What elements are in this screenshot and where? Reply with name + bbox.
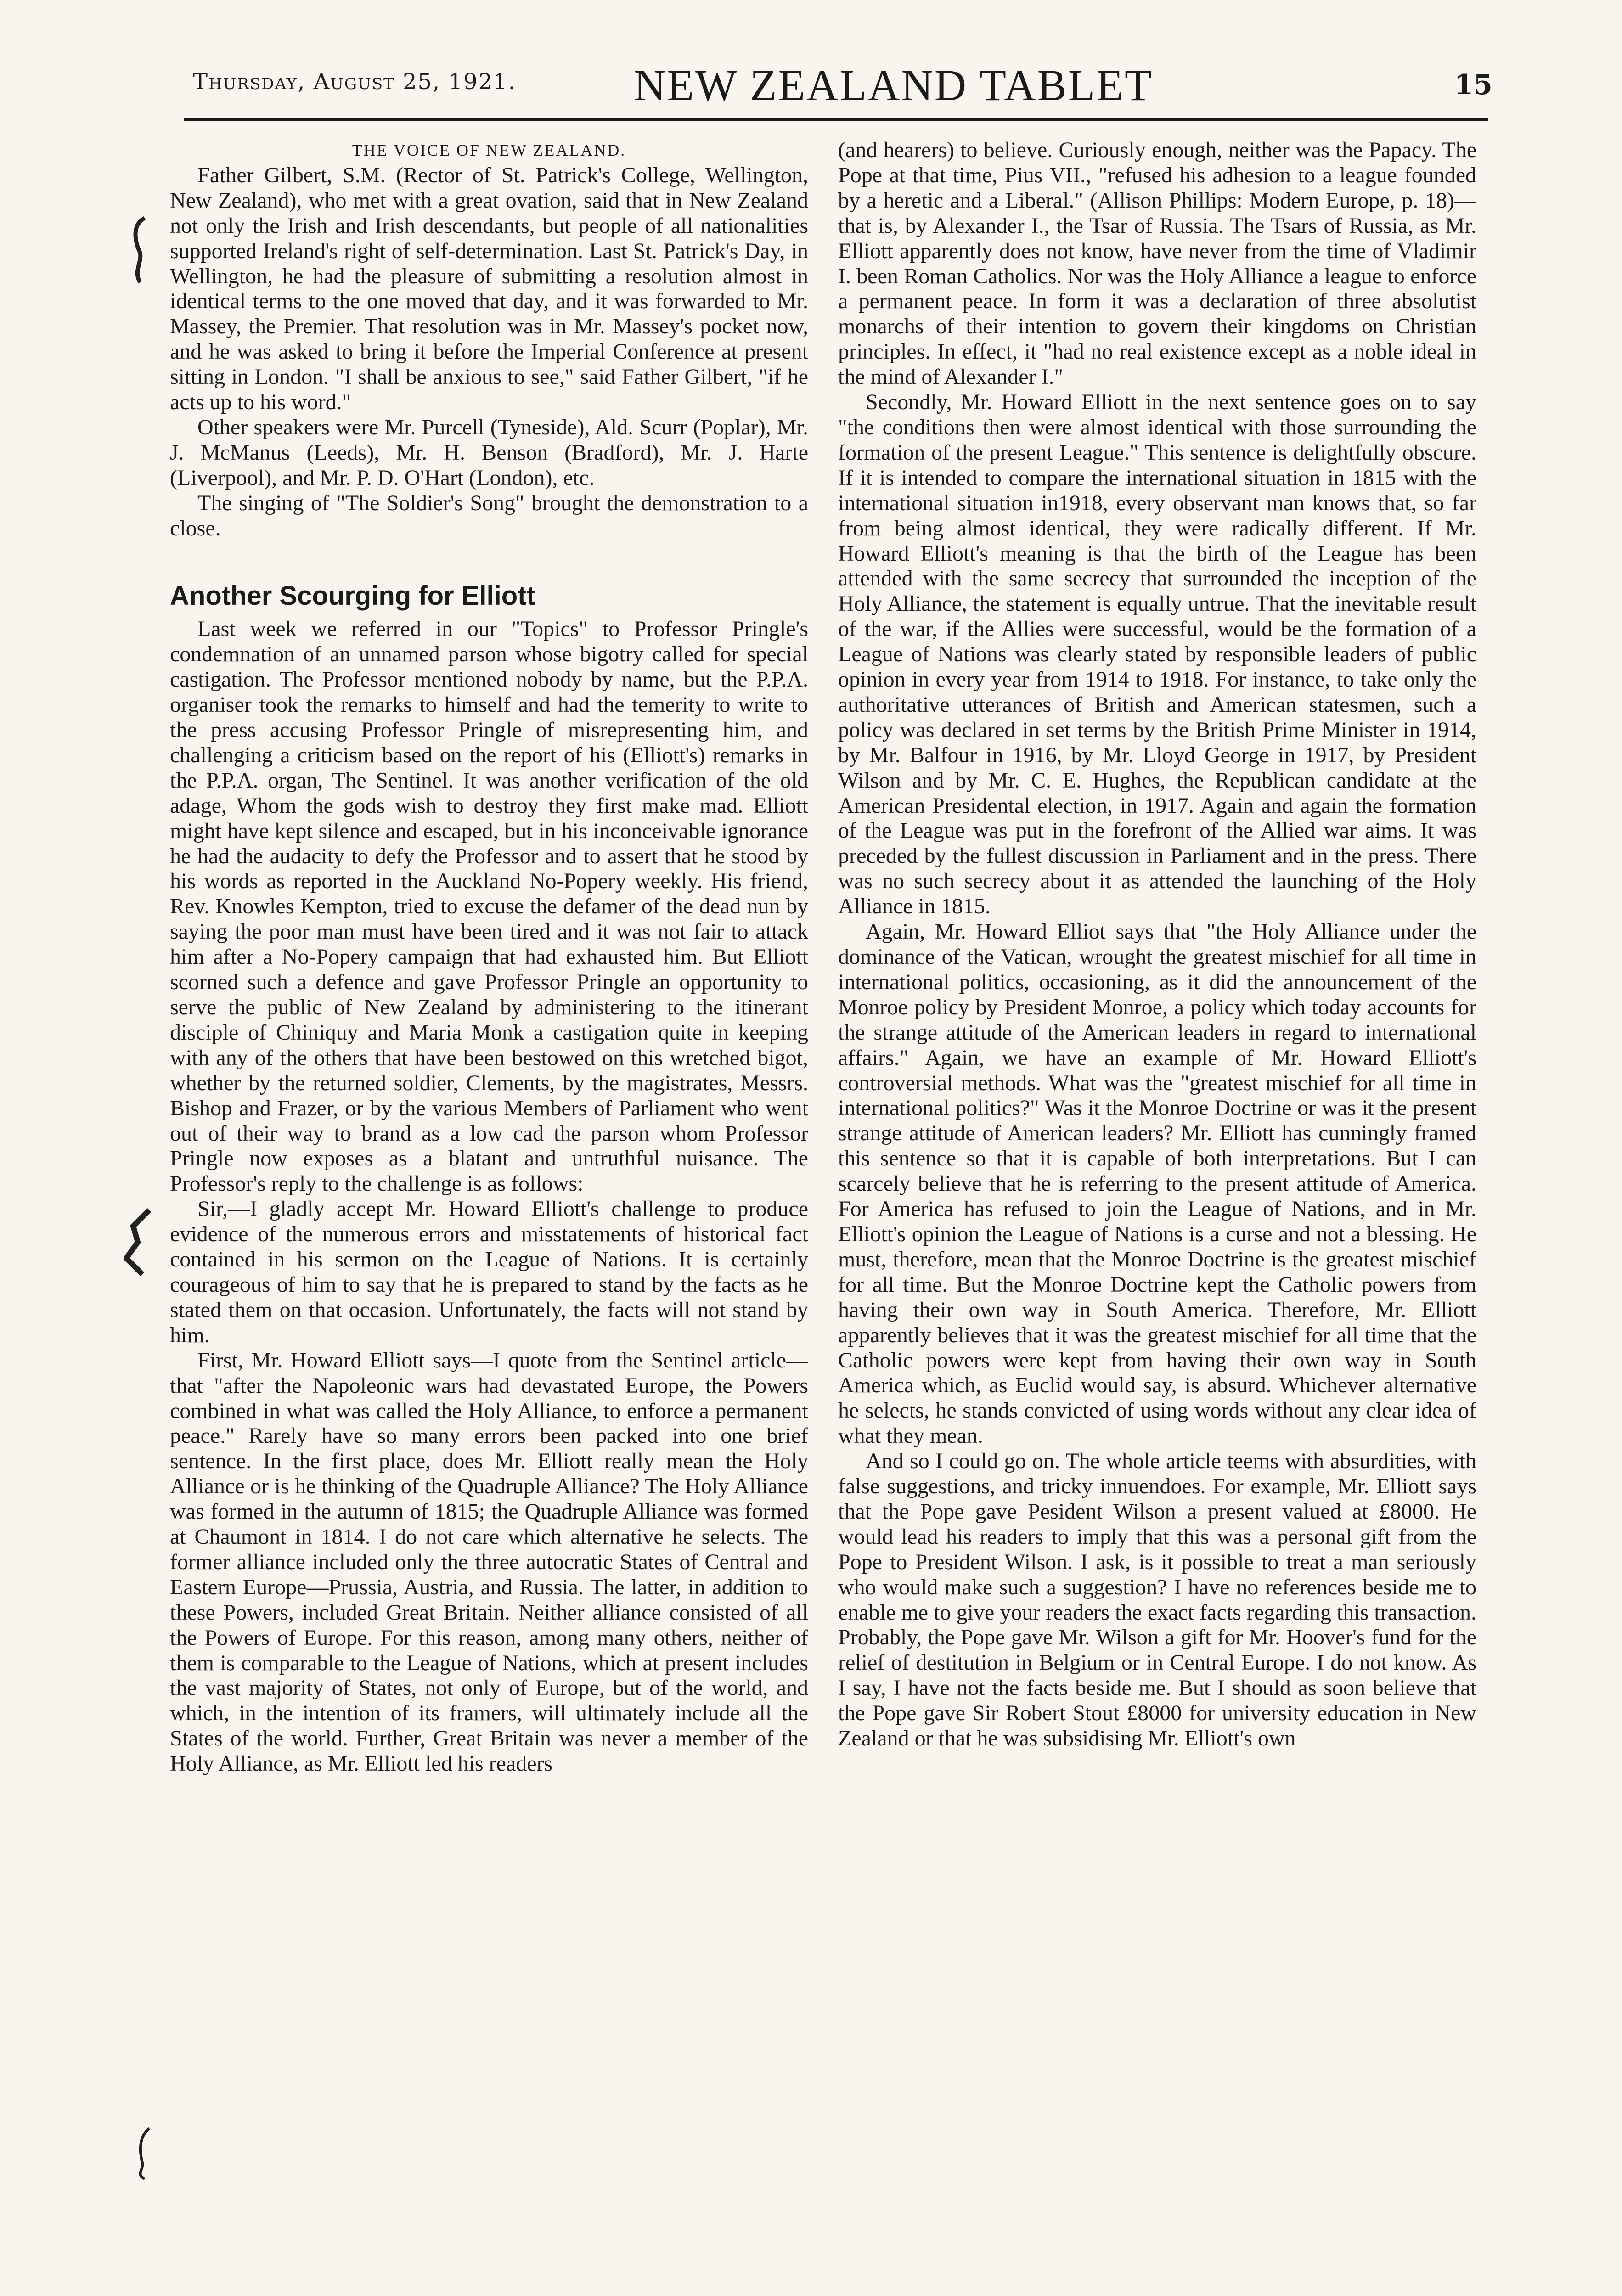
paragraph: Last week we referred in our "Topics" to Professor Pringle's condemnation of an unnamed parson whose bigotry called for special castigation. The Professor mentioned nobody by name, but the P.P.A. organiser took the remarks to himself and had the temerity to write to the press accusing Professor Pringle of misrepresenting him, and challenging a criticism based on the report of his (Elliott's) remarks in the P.P.A. organ, The Sentinel. It was another verification of the old adage, Whom the gods wish to destroy they first make mad. Elliott might have kept silence and escaped, but in his inconceivable ignorance he had the audacity to defy the Professor and to assert that he stood by his words as reported in the Auckland No-Popery weekly. His friend, Rev. Knowles Kempton, tried to excuse the defamer of the dead nun by saying the poor man must have been tired and it was not fair to attack him after a No-Popery campaign that had exhausted him. But Elliott scorned such a defence and gave Professor Pringle an opportunity to serve the public of New Zealand by administering to the itinerant disciple of Chiniquy and Maria Monk a castigation quite in keeping with any of the others that have been bestowed on this wretched bigot, whether by the returned soldier, Clements, by the magistrates, Messrs. Bishop and Frazer, or by the various Members of Parliament who went out of their way to brand as a low cad the parson whom Professor Pringle now exposes as a blatant and untruthful nuisance. The Professor's reply to the challenge is as follows: [170, 617, 808, 1196]
right-column [838, 138, 1476, 2296]
page-number: 15 [1454, 69, 1492, 101]
margin-mark-icon [124, 1208, 156, 1277]
publication-title: NEW ZEALAND TABLET [634, 61, 1153, 110]
paragraph: And so I could go on. The whole article teems with absurdities, with false suggestions, and tricky innuendoes. For example, Mr. Elliott says that the Pope gave Pesident Wilson a present valued at £8000. He would lead his readers to imply that this was a personal gift from the Pope to President Wilson. I ask, is it possible to treat a man seriously who would make such a suggestion? I have no references beside me to enable me to give your readers the exact facts regarding this transaction. Probably, the Pope gave Mr. Wilson a gift for Mr. Hoover's fund for the relief of destitution in Belgium or in Central Europe. I do not know. As I say, I have not the facts beside me. But I should as soon believe that the Pope gave Sir Robert Stout £8000 for university education in New Zealand or that he was subsidising Mr. Elliott's own [838, 1449, 1476, 1751]
paragraph: First, Mr. Howard Elliott says—I quote from the Sentinel article—that "after the Napoleonic wars had devastated Europe, the Powers combined in what was called the Holy Alliance, to enforce a permanent peace." Rarely have so many errors been packed into one brief sentence. In the first place, does Mr. Elliott really mean the Holy Alliance or is he thinking of the Quadruple Alliance? The Holy Alliance was formed in the autumn of 1815; the Quadruple Alliance was formed at Chaumont in 1814. I do not care which alternative he selects. The former alliance included only the three autocratic States of Central and Eastern Europe—Prussia, Austria, and Russia. The latter, in addition to these Powers, included Great Britain. Neither alliance consisted of all the Powers of Europe. For this reason, among many others, neither of them is comparable to the League of Nations, which at present includes the vast majority of States, not only of Europe, but of the world, and which, in the intention of its framers, will ultimately include all the States of the world. Further, Great Britain was never a member of the Holy Alliance, as Mr. Elliott led his readers [170, 1348, 808, 1776]
paragraph: Father Gilbert, S.M. (Rector of St. Patrick's College, Wellington, New Zealand), who met with a great ovation, said that in New Zealand not only the Irish and Irish descendants, but people of all nationalities supported Ireland's right of self-determination. Last St. Patrick's Day, in Wellington, he had the pleasure of submitting a resolution almost in identical terms to the one moved that day, and it was forwarded to Mr. Massey, the Premier. That resolution was in Mr. Massey's pocket now, and he was asked to bring it before the Imperial Conference at present sitting in London. "I shall be anxious to see," said Father Gilbert, "if he acts up to his word." [170, 163, 808, 415]
left-column [170, 138, 808, 2296]
paragraph: Sir,—I gladly accept Mr. Howard Elliott's challenge to produce evidence of the numerous errors and misstatements of historical fact contained in his sermon on the League of Nations. It is certainly courageous of him to say that he is prepared to stand by the facts as he stated them on that occasion. Unfortunately, the facts will not stand by him. [170, 1197, 808, 1347]
paragraph: Other speakers were Mr. Purcell (Tyneside), Ald. Scurr (Poplar), Mr. J. McManus (Leeds), Mr. H. Benson (Bradford), Mr. J. Harte (Liverpool), and Mr. P. D. O'Hart (London), etc. [170, 415, 808, 490]
paragraph: The singing of "The Soldier's Song" brought the demonstration to a close. [170, 490, 808, 540]
margin-mark-icon [131, 2126, 154, 2181]
section-heading: THE VOICE OF NEW ZEALAND. [352, 141, 626, 159]
header-rule [184, 118, 1488, 121]
margin-mark-icon [126, 216, 154, 285]
paragraph: (and hearers) to believe. Curiously enough, neither was the Papacy. The Pope at that time, Pius VII., "refused his adhesion to a league founded by a heretic and a Liberal." (Allison Phillips: Modern Europe, p. 18)—that is, by Alexander I., the Tsar of Russia. The Tsars of Russia, as Mr. Elliott apparently does not know, have never from the time of Vladimir I. been Roman Catholics. Nor was the Holy Alliance a league to enforce a permanent peace. In form it was a declaration of three absolutist monarchs of their intention to govern their kingdoms on Christian principles. In effect, it "had no real existence except as a noble ideal in the mind of Alexander I." [838, 138, 1476, 389]
issue-date: Thursday, August 25, 1921. [193, 69, 516, 95]
paragraph: Again, Mr. Howard Elliot says that "the Holy Alliance under the dominance of the Vatican, wrought the greatest mischief for all time in international politics, occasioning, as it did the announcement of the Monroe policy by President Monroe, a policy which today accounts for the strange attitude of the American leaders in regard to international affairs." Again, we have an example of Mr. Howard Elliott's controversial methods. What was the "greatest mischief for all time in international politics?" Was it the Monroe Doctrine or was it the present strange attitude of American leaders? Mr. Elliott has cunningly framed this sentence so that it is capable of both interpretations. But I can scarcely believe that he is referring to the present attitude of America. For America has refused to join the League of Nations, and in Mr. Elliott's opinion the League of Nations is a curse and not a blessing. He must, therefore, mean that the Monroe Doctrine is the greatest mischief for all time. But the Monroe Doctrine kept the Catholic powers from having their own way in South America. Therefore, Mr. Elliott apparently believes that it was the greatest mischief for all time that the Catholic powers were kept from having their own way in South America which, as Euclid would say, is absurd. Whichever alternative he selects, he stands convicted of using words without any clear idea of what they mean. [838, 919, 1476, 1448]
page-header [193, 60, 1492, 119]
article-title: Another Scourging for Elliott [170, 580, 535, 611]
paragraph: Secondly, Mr. Howard Elliott in the next sentence goes on to say "the conditions then were almost identical with those surrounding the formation of the present League." This sentence is delightfully obscure. If it is intended to compare the international situation in 1815 with the international situation in1918, every observant man knows that, so far from being almost identical, they were radically different. If Mr. Howard Elliott's meaning is that the birth of the League has been attended with the same secrecy that surrounded the inception of the Holy Alliance, the statement is equally untrue. That the inevitable result of the war, if the Allies were successful, would be the formation of a League of Nations was clearly stated by responsible leaders of public opinion in every year from 1914 to 1918. For instance, to take only the authoritative utterances of British and American statesmen, such a policy was declared in set terms by the British Prime Minister in 1914, by Mr. Balfour in 1916, by Mr. Lloyd George in 1917, by President Wilson and by Mr. C. E. Hughes, the Republican candidate at the American Presidental election, in 1917. Again and again the formation of the League was put in the forefront of the Allied war aims. It was preceded by the fullest discussion in Parliament and in the press. There was no such secrecy about it as attended the launching of the Holy Alliance in 1815. [838, 390, 1476, 919]
